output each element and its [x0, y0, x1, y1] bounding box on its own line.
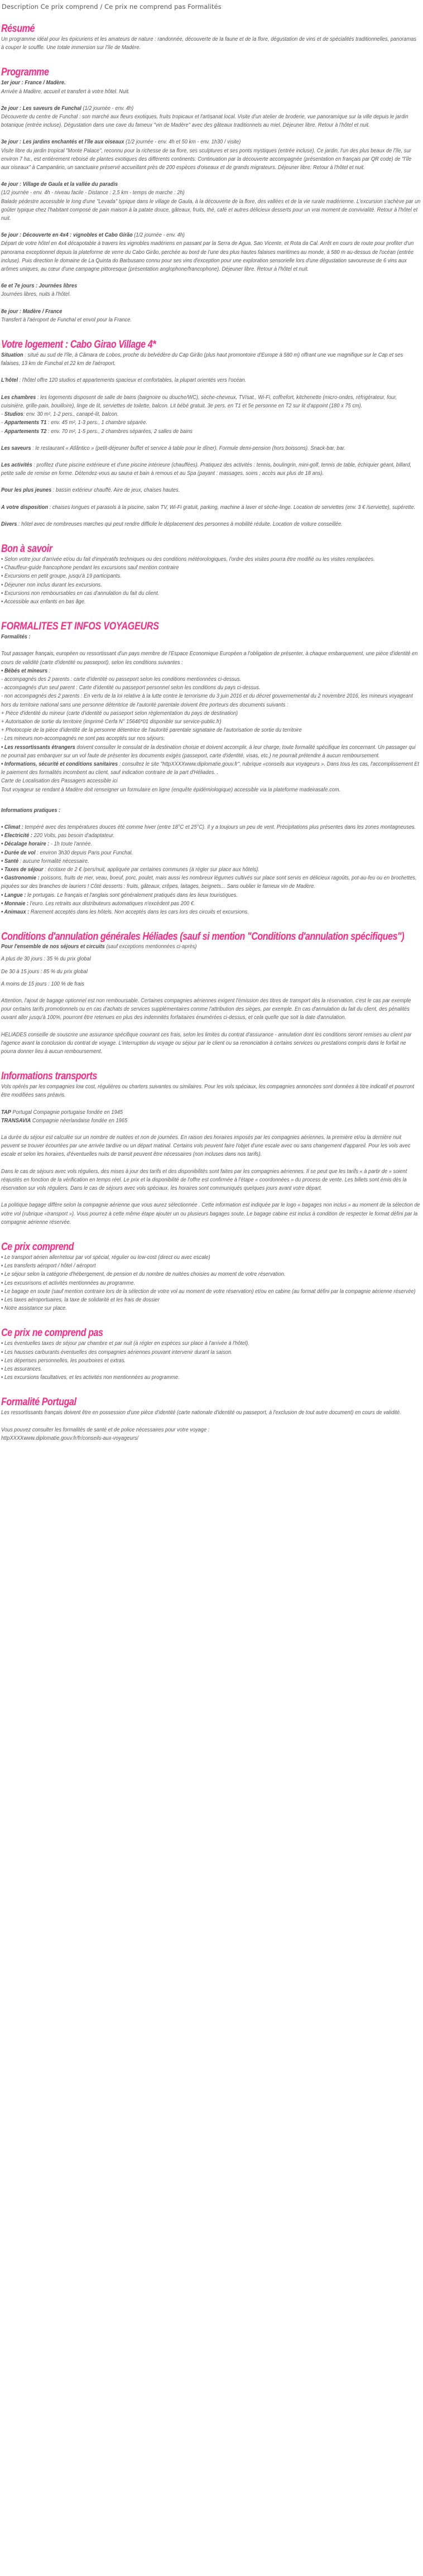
- infos-pratiques-label: [1, 806, 421, 815]
- airline-name: TAP: [1, 1109, 11, 1116]
- room-type-text: : env. 30 m², 1-2 pers., canapé-lit, balcon.: [23, 411, 119, 418]
- info-item: [1, 891, 421, 900]
- logement-block-text: le restaurant « Atlântico » (petit-déjeuner buffet et service à table pour le dîner). Formule demi-pension (hors boissons). Snack-bar, bar.: [35, 445, 345, 451]
- info-item-label: • Taxes de séjour: [1, 867, 44, 873]
- section-heading-resume: Résumé: [1, 22, 35, 35]
- transports-paragraph: La politique bagage diffère selon la compagnie aérienne que vous aurez sélectionnée . Cette information est indiquée par le logo « bagages non inclus » au moment de la sélection de votre vol (rubrique «transport »). Vous pourrez à cette même étape ajouter un ou plusieurs bagages soute. Le bagage cabine est inclus à condition de respecter le format défini par la compagnie aérienne réservée.: [1, 1202, 420, 1225]
- foreigners-line: [1, 743, 421, 760]
- section-heading-prix-comprend: Ce prix comprend: [1, 1240, 74, 1253]
- info-item-text: l'euro. Les retraits aux distributeurs automatiques n'excèdent pas 200 €.: [28, 900, 195, 907]
- info-sanitaire-label: • Informations, sécurité et conditions sanitaires: [1, 761, 118, 767]
- bullet-item: • Le séjour selon la catégorie d'hébergement, de pension et du nombre de nuitées choisies au moment de votre réservation.: [1, 1271, 286, 1278]
- transports-paragraph: La durée du séjour est calculée sur un nombre de nuitées et non de journées. En raison des horaires imposés par les compagnies aériennes, la première et/ou la dernière nuit peuvent se trouver écourtées par une arrivée tardive ou un départ matinal. Certains vols peuvent faire l'objet d'une escale avec ou sans changement d'appareil. Pour les vols avec escale et selon les horaires, d'éventuelles nuits de transit peuvent être nécessaires (non incluses dans nos tarifs).: [1, 1135, 411, 1158]
- info-item-label: • Décalage horaire :: [1, 841, 50, 848]
- formalite-portugal-body: Les ressortissants français doivent être en possession d'une pièce d'identité (carte nationale d'identité ou passeport, à l'exclusion de tout autre document) en cours de validité.: [1, 1410, 401, 1416]
- info-item-text: : aucune formalité nécessaire.: [18, 858, 89, 864]
- resume-body: Un programme idéal pour les épicuriens et les amateurs de nature : randonnée, découverte de la faune et de la flore, dégustation de vins et de spécialités traditionnelles, panoramas à couper le souffle. Une totale immersion sur l'île de Madère.: [1, 36, 417, 51]
- info-item-text: - 1h toute l'année.: [49, 841, 93, 848]
- room-type-label: Appartements T1: [4, 420, 47, 426]
- info-item-label: • Monnaie :: [1, 900, 29, 907]
- breadcrumb[interactable]: Description Ce prix comprend / Ce prix ne comprend pas Formalités: [2, 3, 222, 11]
- info-item: [1, 832, 421, 840]
- day-title-note: (1/2 journée - env. 4h et 50 km - env. 1h30 / visite): [124, 139, 241, 146]
- logement-sep: :: [31, 445, 36, 451]
- minor-line: + Autorisation de sortie du territoire (imprimé Cerfa N° 15646*01 disponible sur service-public.fr): [1, 718, 222, 725]
- transports-paragraph: Dans le cas de séjours avec vols réguliers, des mises à jour des tarifs et des disponibilités sont faites par les compagnies aériennes. Il se peut que les tarifs « à partir de » soient réajustés en fonction de la vérification en temps réel. Le prix et la disponibilité de l'offre est confirmée à l'étape « coordonnées » du process de vente. Les billets sont émis dès la réservation sur vols réguliers. Dans le cas de séjours avec vols spéciaux, les horaires sont communiqués quelques jours avant votre départ.: [1, 1168, 407, 1192]
- day-title: [1, 307, 421, 316]
- info-item-label: • Climat :: [1, 824, 23, 830]
- minor-line: + Pièce d'identité du mineur (carte d'identité ou passeport selon règlementation du pays de destination): [1, 710, 238, 717]
- logement-block-text: chaises longues et parasols à la piscine, salon TV, Wi-Fi gratuit, parking, machine à laver et sèche-linge. Location de serviettes (env. 3 € /serviette), supérette.: [52, 504, 416, 511]
- logement-block-text: les logements disposent de salle de bains (baignoire ou douche/WC), sèche-cheveux, TV/sat., Wi-Fi, coffrefort, kitchenette (micro-ondes, réfrigérateur, four, cuisinière, grille-pain, bouilloire), linge de lit, serviettes de toilette, balcon. Lit bébé gratuit. 3e pers. en T1 et 5e personne en T2 sur lit d'appoint (180 x 75 cm).: [1, 394, 397, 409]
- bullet-item: • Les dépenses personnelles, les pourboires et extras.: [1, 1357, 126, 1364]
- info-item-text: 220 Volts, pas besoin d'adaptateur.: [32, 833, 115, 839]
- info-item: [1, 908, 421, 916]
- bullet-item: • Les hausses carburants éventuelles des compagnies aériennes pouvant intervenir durant la saison.: [1, 1349, 233, 1356]
- logement-sep: :: [51, 487, 56, 494]
- annulation-scale-row: De 30 à 15 jours : 85 % du prix global: [1, 968, 88, 975]
- day-title: [1, 104, 421, 113]
- logement-block-label: L'hôtel: [1, 377, 18, 384]
- bullet-item: • Les excursions facultatives, et les activités non mentionnées au programme.: [1, 1374, 180, 1381]
- airline-row: [1, 1117, 421, 1125]
- section-heading-formalite-portugal: Formalité Portugal: [1, 1396, 76, 1409]
- logement-block-label: Les saveurs: [1, 445, 31, 451]
- logement-block-label: Pour les plus jeunes: [1, 487, 52, 494]
- airline-desc: Portugal Compagnie portugaise fondée en 1945: [11, 1109, 123, 1116]
- room-type-studios: [1, 410, 421, 419]
- logement-block-label: À votre disposition: [1, 504, 49, 511]
- info-item-label: • Animaux :: [1, 909, 30, 916]
- section-heading-transports: Informations transports: [1, 1070, 97, 1083]
- clp-link[interactable]: Carte de Localisation des Passagers accessible ici: [1, 778, 118, 785]
- logement-block-label: Les chambres: [1, 394, 36, 401]
- info-item-label: • Electricité :: [1, 833, 32, 839]
- room-type-t1: [1, 419, 421, 427]
- day-title: [1, 79, 421, 87]
- day-title: [1, 231, 421, 239]
- foreigners-text: doivent consulter le consulat de la destination choisie et doivent accomplir, à leur charge, toute formalité spécifique les concernant. Un passager qui ne pourrait pas embarquer sur un vol faute de présenter les documents exigés (passeport, carte d'identité, visas, etc.) ne pourrait prétendre à aucun remboursement.: [1, 744, 416, 759]
- logement-block-text: situé au sud de l'île, à Câmara de Lobos, proche du belvédère du Cap Girão (plus haut promontoire d'Europe à 580 m) offrant une vue magnifique sur le Cap et ses falaises, 13 km de Funchal et 22 km de l'aéroport.: [1, 352, 403, 367]
- section-heading-formalites: FORMALITES ET INFOS VOYAGEURS: [1, 620, 159, 633]
- bullet-item: • Les assurances.: [1, 1366, 42, 1372]
- day-body: Balade pédestre accessible le long d'une "Levada" typique dans le village de Gaula, à la découverte de la flore, des vallées et de la vie rurale madérienne. L'excursion s'achève par un goûter typique chez l'habitant composé de pain maison à la patate douce, gâteaux, fruits, thé, café et autres délicieux desserts pour un vrai moment de convivialité. Retour à l'hôtel et nuit.: [1, 198, 421, 222]
- section-heading-programme: Programme: [1, 66, 49, 79]
- day-body: Arrivée à Madère, accueil et transfert à votre hôtel. Nuit.: [1, 88, 130, 95]
- info-item-label: • Durée de vol: [1, 849, 36, 856]
- minor-line: - accompagnés des 2 parents : carte d'identité ou passeport selon les conditions mentionnées ci-dessus.: [1, 676, 242, 683]
- day-title-text: 3e jour : Les jardins enchantés et l'île aux oiseaux: [1, 139, 124, 146]
- room-type-label: Studios: [4, 411, 23, 418]
- logement-disposition: [1, 503, 421, 512]
- formalites-sub-label: [1, 633, 421, 641]
- annulation-intro-note: (sauf exceptions mentionnées ci-après): [104, 944, 197, 950]
- logement-sep: :: [17, 521, 22, 527]
- day-title-text: 1er jour : France / Madère.: [1, 80, 66, 86]
- bullet-item: • Les taxes aéroportuaires, la taxe de solidarité et les frais de dossier: [1, 1296, 160, 1303]
- logement-saveurs: [1, 444, 421, 453]
- annulation-scale-row: A plus de 30 jours : 35 % du prix global: [1, 956, 91, 963]
- logement-sep: :: [36, 394, 41, 401]
- infos-pratiques-label-text: Informations pratiques :: [1, 807, 61, 814]
- day-body: Découverte du centre de Funchal : son marché aux fleurs exotiques, fruits tropicaux et l'artisanat local. Visite d'un atelier de broderie, vue panoramique sur la ville depuis le jardin botanique (entrée incluse). Dégustation dans une cave du fameux "vin de Madère" avec des gâteaux traditionnels au miel. Déjeuner libre. Retour à l'hôtel et nuit.: [1, 114, 408, 129]
- madeirasafe-note: Tout voyageur se rendant à Madère doit renseigner un formulaire en ligne (enquête épidémiologique) accessible via la plateforme madeirasafe.com.: [1, 786, 341, 793]
- minors-sep: :: [47, 667, 51, 674]
- info-item-text: le portugais. Le français et l'anglais sont généralement pratiqués dans les lieux touristiques.: [26, 892, 238, 898]
- logement-block-label: Situation: [1, 352, 23, 359]
- section-heading-prix-ne-comprend-pas: Ce prix ne comprend pas: [1, 1327, 103, 1339]
- logement-hotel: [1, 376, 421, 385]
- logement-activites: [1, 461, 421, 478]
- bullet-item: • Les éventuelles taxes de séjour par chambre et par nuit (à régler en espèces sur place à l'arrivée à l'hôtel).: [1, 1340, 249, 1347]
- day-title-note: (1/2 journée - env. 4h): [132, 232, 185, 239]
- logement-block-text: profitez d'une piscine extérieure et d'une piscine intérieure (chauffées). Pratiquez des activités : tennis, boulingrin, mini-golf, tennis de table, échiquier géant, billard, petite salle de remise en forme. Détendez-vous au sauna et bain à remous et au Spa (payant : massages, soins ; accès aux plus de 18 ans).: [1, 462, 412, 477]
- logement-block-label: Divers: [1, 521, 17, 527]
- formalite-portugal-url[interactable]: httpXXXXwww.diplomatie.gouv.fr/fr/conseils-aux-voyageurs/: [1, 1435, 138, 1441]
- logement-block-text: hôtel avec de nombreuses marches qui peut rendre difficile le déplacement des personnes à mobilité réduite. Location de voiture conseillée.: [21, 521, 343, 527]
- transports-intro: Vols opérés par les compagnies low cost, régulières ou charters suivantes ou similaires. Pour les vols spéciaux, les compagnies annoncées sont données à titre indicatif et pourront être modifiées sans préavis.: [1, 1084, 415, 1099]
- room-type-text: : env. 70 m², 1-5 pers., 2 chambres séparées, 2 salles de bains: [46, 428, 193, 435]
- minor-line: + Photocopie de la pièce d'identité de la personne détentrice de l'autorité parentale signataire de l'autorisation de sortie du territoire: [1, 727, 302, 734]
- info-item-text: : environ 3h30 depuis Paris pour Funchal.: [35, 849, 133, 856]
- day-body: Visite libre du jardin tropical "Monte Palace", reconnu pour la richesse de sa flore, ses sculptures et ses ponts mystiques (entrée incluse). Ce jardin, l'un des plus beaux de l'île, sur environ 7 ha., est entièrement reboisé de plantes exotiques des différents continents. Continuation par la découverte accompagnée (présentation en français par QR code) de "l'île aux oiseaux" à Campanário, un sanctuaire préservé accueillant près de 200 espèces d'oiseaux et de grands migrateurs. Déjeuner libre. Retour à l'hôtel et nuit.: [1, 147, 412, 171]
- airline-row: [1, 1108, 421, 1117]
- logement-situation: [1, 351, 421, 368]
- day-body: Départ de votre hôtel en 4x4 décapotable à travers les vignobles madériens en passant par la Serra de Agua, Sao Vicente, et Rota da Cal. Arrêt en cours de route pour profiter d'un panorama exceptionnel depuis la plateforme de verre du Cabo Girão, perchée au bord de l'une des plus hautes falaises maritimes au monde, à 580 m au-dessus de l'océan (entrée incluse). Puis direction le domaine de La Quinta do Barbusano connu pour ses vins d'exception pour une exploration sensorielle lors d'une dégustation savoureuse de 6 vins aux arômes uniques, au cœur d'une campagne pittoresque (présentation anglophone/francophone). Déjeuner libre. Retour à l'hôtel et nuit.: [1, 241, 414, 273]
- bullet-item: • Les transferts aéroport / hôtel / aéroport: [1, 1263, 96, 1270]
- info-item-label: • Gastronomie :: [1, 875, 40, 882]
- annulation-intro: [1, 943, 421, 951]
- logement-sep: :: [32, 462, 37, 468]
- info-item-text: : écotaxe de 2 € /pers/nuit, appliquée par certaines communes (à régler sur place aux hôtels).: [43, 867, 259, 873]
- airline-desc: Compagnie néerlandaise fondée en 1965: [31, 1117, 128, 1124]
- list-dash: -: [1, 411, 4, 418]
- bullet-item: • Notre assistance sur place.: [1, 1305, 67, 1312]
- airline-name: TRANSAVIA: [1, 1117, 31, 1124]
- room-type-text: : env. 45 m², 1-3 pers., 1 chambre séparée.: [46, 420, 147, 426]
- info-item: [1, 874, 421, 891]
- annulation-insurance: HELIADES conseille de souscrire une assurance spécifique couvrant ces frais, selon les limites du contrat d'assurance - annulation dont les conditions seront remises au client par l'agence avant la conclusion du contrat de voyage. L'interruption du voyage ou séjour par le client ou sa renonciation à certains services ou prestations compris dans le forfait ne pourra donner lieu à aucun remboursement.: [1, 1031, 412, 1055]
- logement-sep: :: [18, 377, 22, 384]
- day-title: [1, 282, 421, 290]
- bullet-item: • Selon votre jour d'arrivée et/ou du fait d'impératifs techniques ou des conditions météorologiques, l'ordre des visites pourra être modifié ou les visites remplacées.: [1, 556, 375, 563]
- programme-days: [1, 79, 421, 324]
- logement-divers: [1, 520, 421, 528]
- day-body: Journées libres, nuits à l'hôtel.: [1, 291, 71, 298]
- day-title-note: (1/2 journée - env. 4h): [81, 105, 134, 112]
- info-item: [1, 840, 421, 848]
- section-heading-bon-a-savoir: Bon à savoir: [1, 542, 52, 555]
- bullet-item: • Le bagage en soute (sauf mention contraire lors de la sélection de votre vol au moment de votre réservation) et/ou en cabine (au format défini par la compagnie aérienne réservée): [1, 1288, 416, 1295]
- section-heading-annulation: Conditions d'annulation générales Héliades (sauf si mention "Conditions d'annulation spécifiques"): [1, 930, 405, 943]
- logement-block-label: Les activités: [1, 462, 32, 468]
- info-item-text: tempéré avec des températures douces été comme hiver (entre 18°C et 25°C). Il y a toujours un peu de vent. Précipitations plus présentes dans les zones montagneuses.: [23, 824, 416, 830]
- list-dash: -: [1, 420, 4, 426]
- info-item: [1, 866, 421, 874]
- logement-block-text: bassin extérieur chauffé. Aire de jeux, chaises hautes.: [56, 487, 180, 494]
- minors-label-text: • Bébés et mineurs: [1, 667, 48, 674]
- info-sanitaire-text: : consultez le site "httpXXXXwww.diplomatie.gouv.fr", rubrique «conseils aux voyageurs ». Dans tous les cas, l'accomplissement Et le paiement des formalités incombent au client, sauf indication contraire de la part d'Héliades. .: [1, 761, 420, 776]
- minor-line: - non accompagnés des 2 parents : En vertu de la loi relative à la lutte contre le terrorisme du 3 juin 2016 et du décret gouvernemental du 2 novembre 2016, les mineurs voyageant hors du territoire national sans une personne détentrice de l'autorité parentale doivent être porteurs des documents suivants :: [1, 693, 413, 708]
- list-dash: -: [1, 428, 4, 435]
- annulation-scale-row: A moins de 15 jours : 100 % de frais: [1, 981, 84, 987]
- day-title-text: 5e jour : Découverte en 4x4 : vignobles et Cabo Girão: [1, 232, 133, 239]
- logement-sep: :: [23, 352, 28, 359]
- room-type-label: Appartements T2: [4, 428, 47, 435]
- section-heading-logement: Votre logement : Cabo Girao Village 4*: [1, 338, 156, 351]
- info-item: [1, 900, 421, 908]
- foreigners-label: • Les ressortissants étrangers: [1, 744, 75, 751]
- bullet-item: • Accessible aux enfants en bas âge.: [1, 598, 86, 605]
- info-item: [1, 823, 421, 832]
- logement-jeunes: [1, 486, 421, 494]
- bullet-item: • Excursions non remboursables en cas d'annulation du fait du client.: [1, 590, 160, 597]
- room-type-t2: [1, 427, 421, 436]
- day-title: [1, 138, 421, 146]
- day-title-text: 4e jour : Village de Gaula et la vallée du paradis: [1, 181, 118, 188]
- day-title-text: 2e jour : Les saveurs de Funchal: [1, 105, 81, 112]
- minor-line: - Les mineurs non-accompagnés ne sont pas acceptés sur nos séjours.: [1, 736, 165, 742]
- info-item: [1, 849, 421, 857]
- formalite-portugal-consult: Vous pouvez consulter les formalités de santé et de police nécessaires pour votre voyage :: [1, 1426, 210, 1433]
- logement-block-text: l'hôtel offre 120 studios et appartements spacieux et confortables, la plupart orientés vers l'océan.: [22, 377, 247, 384]
- bullet-item: • Les excusrisons et activités mentionnées au programme.: [1, 1280, 136, 1286]
- annulation-warning: Attention, l'ajout de bagage optionnel est non remboursable. Certaines compagnies aériennes exigent l'émission des titres de transport dès la réservation, c'est le cas par exemple pour certains tarifs promotionnels ou en cas d'achats de services supplémentaires comme l'attribution des sièges, par exemple. En cas d'annulation du fait du client, des pénalités ouvant aller jusqu'à 100%, pourront être retenues en plus des indemnités forfaitaires énumérées ci-dessus, et cela quelle que soit la date d'annulation.: [1, 998, 411, 1021]
- minor-line: - accompagnés d'un seul parent : Carte d'identité ou passeport personnel selon les conditions du pays ci-dessus.: [1, 685, 261, 691]
- logement-chambres: [1, 393, 421, 410]
- day-title-text: 6e et 7e jours : Journées libres: [1, 283, 78, 290]
- info-item-text: poissons, fruits de mer, veau, boeuf, porc, poulet, mais aussi les nombreux légumes cultivés sur place sont servis en délicieux ragoûts, pot-au-feu ou en brochettes, piquées sur des branches de lauriers ! Côté desserts : fruits, gâteaux, crêpes, laitages, beignets... Sans oublier le fameux vin de Madère.: [1, 875, 417, 890]
- bullet-item: • Le transport aérien aller/retour par vol spécial, régulier ou low-cost (direct ou avec escale): [1, 1254, 210, 1261]
- day-title-text: 8e jour : Madère / France: [1, 308, 63, 315]
- formalites-intro: Tout passager français, européen ou ressortissant d'un pays membre de l'Espace Economique Européen a l'obligation de présenter, à chaque embarquement, une pièce d'identité en cours de validité (carte d'identité ou passeport), selon les conditions suivantes :: [1, 651, 418, 666]
- day-body: Transfert à l'aéroport de Funchal et envol pour la France.: [1, 316, 132, 323]
- day-title: [1, 180, 421, 189]
- info-item-text: Rarement acceptés dans les hôtels. Non acceptés dans les cars lors des circuits et excursions.: [29, 909, 249, 916]
- info-item-label: • Santé: [1, 858, 19, 864]
- info-item: [1, 857, 421, 866]
- logement-sep: :: [48, 504, 52, 511]
- bullet-item: • Excursions en petit groupe, jusqu'à 19 participants.: [1, 573, 122, 580]
- formalites-minors-label: [1, 667, 421, 675]
- formalites-sub-label-text: Formalités :: [1, 634, 31, 641]
- info-item-label: • Langue :: [1, 892, 26, 898]
- info-sanitaire-line: [1, 760, 421, 777]
- day-subtitle: (1/2 journée - env. 4h - niveau facile - Distance : 2,5 km - temps de marche : 2h): [1, 190, 185, 196]
- bullet-item: • Chauffeur-guide francophone pendant les excursions sauf mention contraire: [1, 565, 179, 571]
- bullet-item: • Déjeuner non inclus durant les excursions.: [1, 581, 102, 588]
- annulation-intro-label: Pour l'ensemble de nos séjours et circuits: [1, 944, 105, 950]
